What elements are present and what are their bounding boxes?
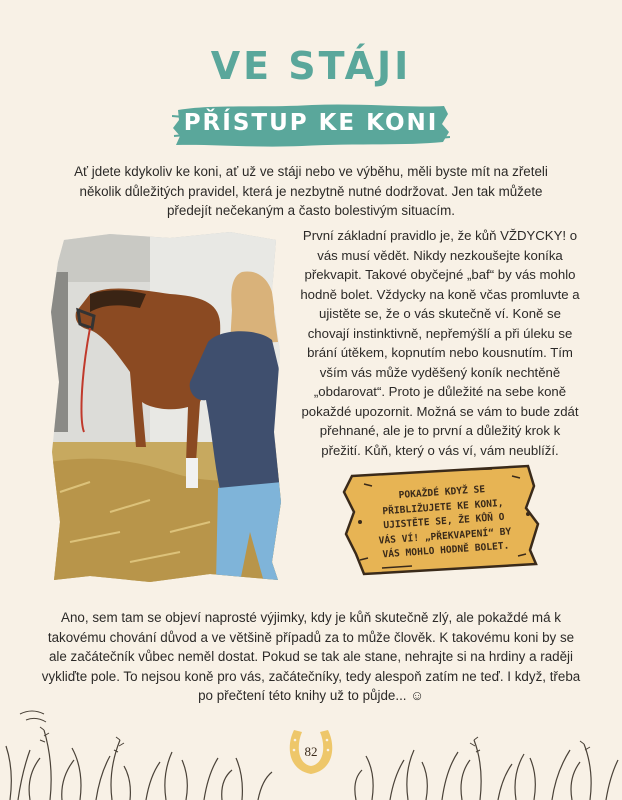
intro-paragraph: Ať jdete kdykoliv ke koni, ať už ve stáji nebo ve výběhu, měli byste mít na zřeteli několik důležitých pravidel, která je nezbytně nutné dodržovat. Jen tak můžete předejít nečekaným a často bolestivým situacím. [74,164,548,219]
closing-paragraph: Ano, sem tam se objeví naprosté výjimky, kdy je kůň skutečně zlý, ale pokaždé má k takovému chování důvod a ve většině případů za to může člověk. K takovému koni by se ale začátečník vůbec neměl dostat. Pokud se tak ale stane, nehrajte si na hrdiny a raději vykliďte pole. To nejsou koně pro vás, začátečníky, tedy alespoň zatím ne teď. I když, třeba po přečtení této knihy už to půjde... ☺ [41,610,581,704]
sign-text: POKAŽDÉ KDYŽ SE PŘIBLIŽUJETE KE KONI, UJISTĚTE SE, ŽE KŮŇ O VÁS VÍ! „PŘEKVAPENÍ“ BY VÁS MOHLO HODNĚ BOLET. [378,484,512,561]
page-number: 82 [304,744,318,759]
section-heading: PŘÍSTUP KE KONI [183,110,439,136]
section-banner [172,102,450,148]
wooden-sign-tip [342,464,542,576]
horse-stable-photo [50,232,282,582]
rules-paragraph: První základní pravidlo je, že kůň VŽDYCKY! o vás musí vědět. Nikdy nezkoušejte koníka překvapit. Takové obyčejné „baf“ by vás mohlo hodně bolet. Vždycky na koně včas promluvte a ujistěte se, že o vás skutečně ví. Koně se chovají instinktivně, nepřemýšlí a při úleku se brání útěkem, kopnutím nebo kousnutím. Tím vším vás může vyděšený koník nechtěně „obdarovat“. Proto je důležité na sebe koně pokaždé upozornit. Možná se vám to bude zdát přehnané, ale je to první a důležitý krok k přežití. Kůň, který o vás ví, vám neublíží. [300,228,580,458]
chapter-title: VE STÁJI [210,44,412,88]
